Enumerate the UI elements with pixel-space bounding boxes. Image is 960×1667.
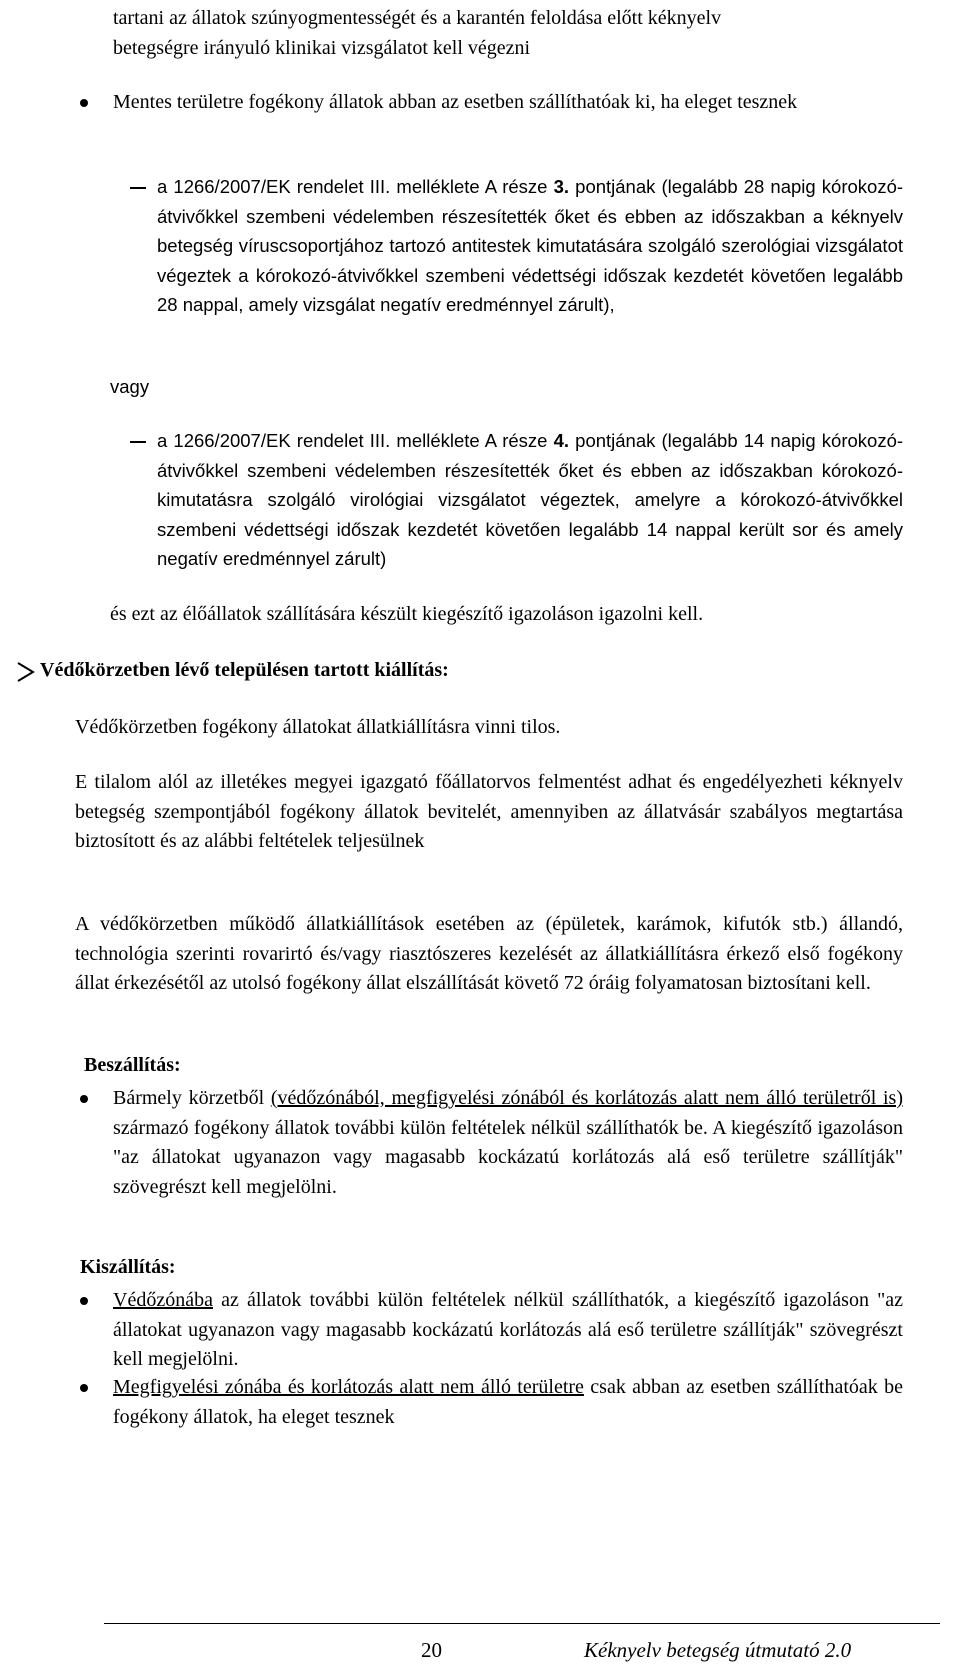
section-heading: Védőkörzetben lévő településen tartott kiállítás: xyxy=(40,659,449,681)
footer-divider xyxy=(104,1623,940,1624)
dash-item-4-after: pontjának (legalább 14 napig kórokozó-átvivőkkel szembeni védelemben részesítették őket és ebben az időszakban kórokozó-kimutatásra szolgáló virológiai vizsgálatot végeztek, amelyre a kórokozó-átvivőkkel szembeni védettségi időszak kezdetét követően legalább 14 nappal került sor és amely negatív eredménnyel zárult) xyxy=(157,430,904,569)
footer-title: Kéknyelv betegség útmutató 2.0 xyxy=(584,1638,852,1662)
dash-item-3-after: pontjának (legalább 28 napig kórokozó-átvivőkkel szembeni védelemben részesítették őket és ebben az időszakban a kéknyelv betegség víruscsoportjához tartozó antitestek kimutatására szolgáló szerológiai vizsgálatot végeztek a kórokozó-átvivőkkel szembeni védettségi időszak kezdetét követően legalább 28 nappal, amely vizsgálat negatív eredménnyel zárult), xyxy=(157,176,904,315)
kiszallitas-heading: Kiszállítás: xyxy=(80,1256,176,1278)
bullet-mentes: Mentes területre fogékony állatok abban az esetben szállíthatóak ki, ha eleget tesznek xyxy=(113,91,798,113)
kiszallitas-item-2-rest: csak abban az esetben szállíthatóak be fogékony állatok, ha eleget tesznek xyxy=(113,1376,904,1428)
certificate-note: és ezt az élőállatok szállítására készült kiegészítő igazoláson igazolni kell. xyxy=(110,603,704,625)
paragraph-tilos: Védőkörzetben fogékony állatokat állatkiállításra vinni tilos. xyxy=(75,716,561,738)
dash-item-3-bold: 3. xyxy=(553,176,570,197)
dash-item-3-before: a 1266/2007/EK rendelet III. melléklete A része xyxy=(157,176,548,197)
dash-item-4 xyxy=(157,426,903,574)
dash-icon xyxy=(130,187,146,189)
bullet-icon xyxy=(80,1297,88,1305)
kiszallitas-item-2-zone: Megfigyelési zónába és korlátozás alatt nem álló területre xyxy=(113,1376,584,1398)
beszallitas-rest: származó fogékony állatok további külön feltételek nélkül szállíthatók be. A kiegészítő igazoláson "az állatokat ugyanazon vagy magasabb kockázatú korlátozás alá eső területre szállítják" szövegrészt kell megjelölni. xyxy=(113,1116,903,1198)
beszallitas-lead: Bármely körzetből xyxy=(113,1087,265,1109)
intro-text xyxy=(113,4,903,63)
vagy-label: vagy xyxy=(110,376,150,397)
dash-item-3 xyxy=(157,172,903,320)
beszallitas-zones: (védőzónából, megfigyelési zónából és korlátozás alatt nem álló területről is) xyxy=(270,1087,903,1109)
kiszallitas-item-2 xyxy=(113,1373,903,1432)
intro-line-2: betegségre irányuló klinikai vizsgálatot kell végezni xyxy=(113,36,531,59)
bullet-icon xyxy=(80,1384,88,1392)
arrowhead-icon xyxy=(16,661,36,683)
dash-item-4-bold: 4. xyxy=(553,430,570,451)
kiszallitas-item-1-rest: az állatok további külön feltételek nélkül szállíthatók, a kiegészítő igazoláson "az állatokat ugyanazon vagy magasabb kockázatú korlátozás alá eső területre szállítják" szövegrészt kell megjelölni. xyxy=(113,1289,903,1370)
page-number: 20 xyxy=(421,1638,442,1662)
paragraph-vedokorzet: A védőkörzetben működő állatkiállítások esetében az (épületek, karámok, kifutók stb.) állandó, technológia szerinti rovarirtó és/vagy riasztószeres kezelését az állatkiállításra érkező első fogékony állat érkezésétől az utolsó fogékony állat elszállítását követő 72 óráig folyamatosan biztosítani kell. xyxy=(75,913,903,994)
intro-line-1: tartani az állatok szúnyogmentességét és a karantén feloldása előtt kéknyelv xyxy=(113,7,722,29)
kiszallitas-item-1 xyxy=(113,1286,903,1375)
beszallitas-heading: Beszállítás: xyxy=(84,1054,181,1076)
dash-item-4-before: a 1266/2007/EK rendelet III. melléklete A része xyxy=(157,430,548,451)
paragraph-tilalom: E tilalom alól az illetékes megyei igazgató főállatorvos felmentést adhat és engedélyezheti kéknyelv betegség szempontjából fogékony állatok bevitelét, amennyiben az állatvásár szabályos megtartása biztosított és az alábbi feltételek teljesülnek xyxy=(75,771,903,852)
beszallitas-item xyxy=(113,1084,903,1202)
kiszallitas-item-1-zone: Védőzónába xyxy=(113,1289,213,1311)
bullet-icon xyxy=(80,99,88,107)
bullet-icon xyxy=(80,1095,88,1103)
dash-icon xyxy=(130,441,146,443)
